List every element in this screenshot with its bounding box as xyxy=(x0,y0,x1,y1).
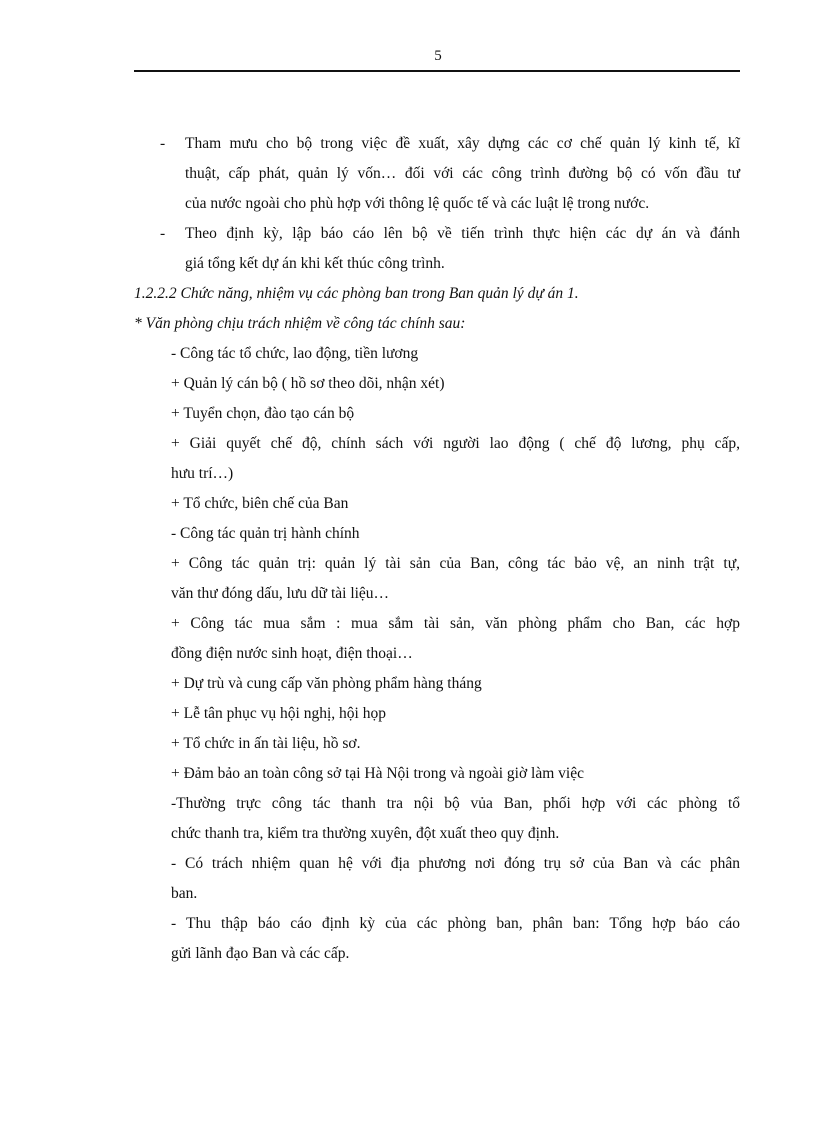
list-item: hưu trí…) xyxy=(171,465,234,482)
bullet-dash: - xyxy=(160,225,166,242)
list-item: gửi lãnh đạo Ban và các cấp. xyxy=(171,945,350,962)
list-item: ban. xyxy=(171,885,198,902)
list-item: + Tổ chức in ấn tài liệu, hồ sơ. xyxy=(171,735,361,752)
list-item: - Có trách nhiệm quan hệ với địa phương nơi đóng trụ sở của Ban và các phân xyxy=(171,855,740,872)
paragraph-line: Theo định kỳ, lập báo cáo lên bộ về tiến trình thực hiện các dự án và đánh xyxy=(185,225,740,242)
list-item: + Tuyển chọn, đào tạo cán bộ xyxy=(171,405,355,422)
list-item: văn thư đóng dấu, lưu dữ tài liệu… xyxy=(171,585,390,602)
list-item: + Tổ chức, biên chế của Ban xyxy=(171,495,349,512)
list-item: chức thanh tra, kiểm tra thường xuyên, đột xuất theo quy định. xyxy=(171,825,560,842)
list-item: + Quản lý cán bộ ( hồ sơ theo dõi, nhận xét) xyxy=(171,375,445,392)
list-item: + Dự trù và cung cấp văn phòng phẩm hàng tháng xyxy=(171,675,482,692)
bullet-dash: - xyxy=(160,135,166,152)
list-item: - Công tác tổ chức, lao động, tiền lương xyxy=(171,345,419,362)
section-heading: 1.2.2.2 Chức năng, nhiệm vụ các phòng ban trong Ban quản lý dự án 1. xyxy=(134,285,579,302)
paragraph-line: của nước ngoài cho phù hợp với thông lệ quốc tế và các luật lệ trong nước. xyxy=(185,195,650,212)
paragraph-line: Tham mưu cho bộ trong việc đề xuất, xây dựng các cơ chế quản lý kinh tế, kĩ xyxy=(185,135,740,152)
document-body xyxy=(134,129,740,969)
page-number: 5 xyxy=(434,48,442,64)
bullet-item xyxy=(134,219,740,249)
paragraph-line: giá tổng kết dự án khi kết thúc công trình. xyxy=(185,255,445,272)
list-item: đồng điện nước sinh hoạt, điện thoại… xyxy=(171,645,413,662)
header-rule xyxy=(134,70,740,72)
list-item: + Lễ tân phục vụ hội nghị, hội họp xyxy=(171,705,386,722)
section-subheading: * Văn phòng chịu trách nhiệm về công tác chính sau: xyxy=(134,315,466,332)
list-item: + Đảm bảo an toàn công sở tại Hà Nội trong và ngoài giờ làm việc xyxy=(171,765,584,782)
paragraph-line: thuật, cấp phát, quản lý vốn… đối với các công trình đường bộ có vốn đầu tư xyxy=(185,165,740,182)
list-item: + Công tác quản trị: quản lý tài sản của Ban, công tác bảo vệ, an ninh trật tự, xyxy=(171,555,740,572)
list-item: -Thường trực công tác thanh tra nội bộ vủa Ban, phối hợp với các phòng tổ xyxy=(171,795,740,812)
list-item: + Công tác mua sắm : mua sắm tài sản, văn phòng phẩm cho Ban, các hợp xyxy=(171,615,740,632)
list-item: - Thu thập báo cáo định kỳ của các phòng ban, phân ban: Tổng hợp báo cáo xyxy=(171,915,740,932)
bullet-item xyxy=(134,129,740,159)
list-item: + Giải quyết chế độ, chính sách với người lao động ( chế độ lương, phụ cấp, xyxy=(171,435,740,452)
list-item: - Công tác quản trị hành chính xyxy=(171,525,360,542)
